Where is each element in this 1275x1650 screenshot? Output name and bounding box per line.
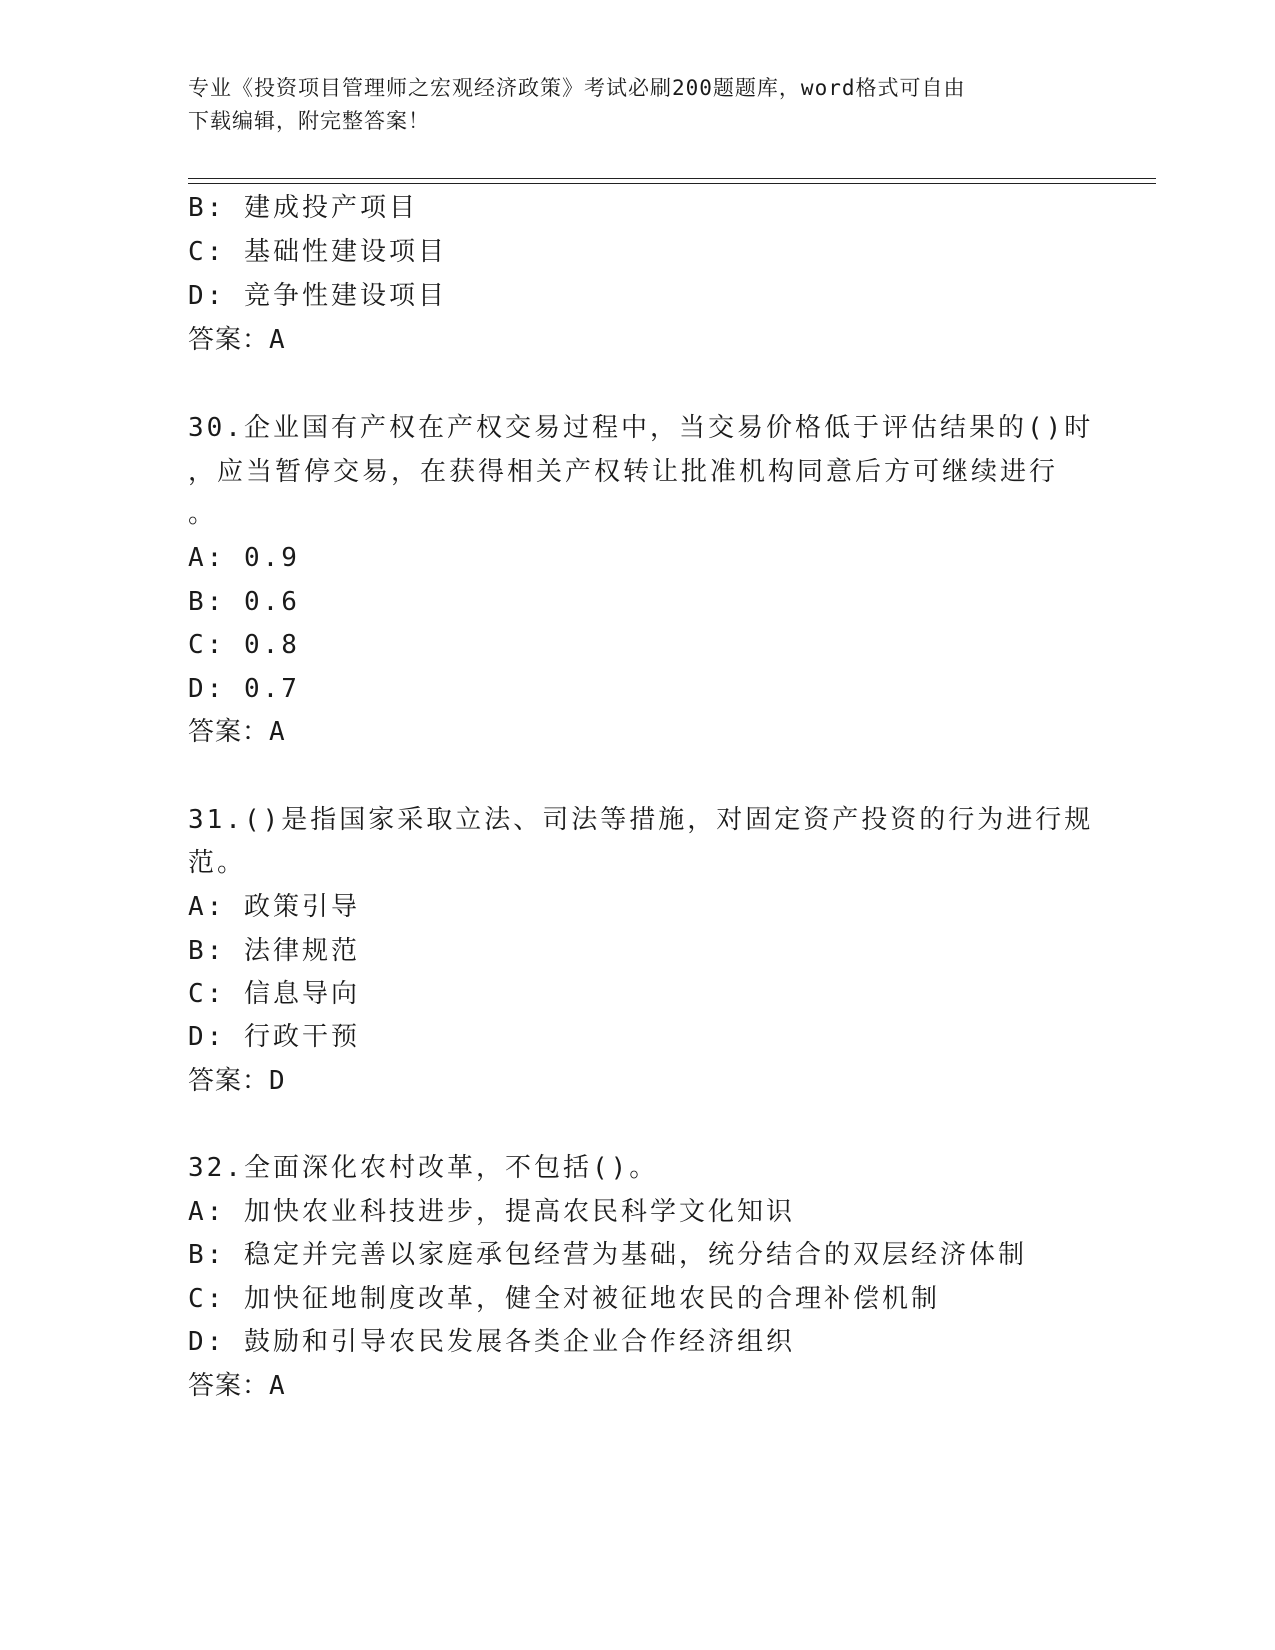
q31-option-d: D: 行政干预 — [188, 1022, 360, 1052]
q30-stem-line-3: 。 — [188, 499, 218, 529]
q31-option-b: B: 法律规范 — [188, 936, 360, 966]
q31-answer: 答案：D — [188, 1066, 286, 1096]
q30-option-d: D: 0.7 — [188, 674, 300, 704]
header-divider-top — [188, 178, 1156, 179]
q30-stem-line-2: ，应当暂停交易，在获得相关产权转让批准机构同意后方可继续进行 — [188, 457, 1059, 487]
q30-option-b: B: 0.6 — [188, 587, 300, 617]
q29-option-d: D: 竞争性建设项目 — [188, 281, 447, 311]
q30-stem-line-1: 30.企业国有产权在产权交易过程中，当交易价格低于评估结果的()时 — [188, 413, 1094, 443]
q31-stem-line-1: 31.()是指国家采取立法、司法等措施，对固定资产投资的行为进行规 — [188, 805, 1094, 835]
document-header — [188, 72, 1088, 138]
q29-option-b: B: 建成投产项目 — [188, 193, 418, 223]
q30-answer: 答案：A — [188, 717, 286, 747]
q31-option-a: A: 政策引导 — [188, 892, 360, 922]
header-line-2: 下载编辑，附完整答案！ — [188, 109, 430, 133]
q32-option-a: A: 加快农业科技进步，提高农民科学文化知识 — [188, 1197, 795, 1227]
q32-answer: 答案：A — [188, 1371, 286, 1401]
header-line-1: 专业《投资项目管理师之宏观经济政策》考试必刷200题题库，word格式可自由 — [188, 76, 966, 100]
q32-option-b: B: 稳定并完善以家庭承包经营为基础，统分结合的双层经济体制 — [188, 1240, 1027, 1270]
q32-stem-line-1: 32.全面深化农村改革，不包括()。 — [188, 1153, 659, 1183]
header-divider-bottom — [188, 183, 1156, 184]
q30-option-c: C: 0.8 — [188, 630, 300, 660]
q30-option-a: A: 0.9 — [188, 543, 300, 573]
q32-option-d: D: 鼓励和引导农民发展各类企业合作经济组织 — [188, 1327, 795, 1357]
q31-option-c: C: 信息导向 — [188, 979, 360, 1009]
q31-stem-line-2: 范。 — [188, 848, 247, 878]
q29-option-c: C: 基础性建设项目 — [188, 237, 447, 267]
q32-option-c: C: 加快征地制度改革，健全对被征地农民的合理补偿机制 — [188, 1284, 940, 1314]
q29-answer: 答案：A — [188, 325, 286, 355]
